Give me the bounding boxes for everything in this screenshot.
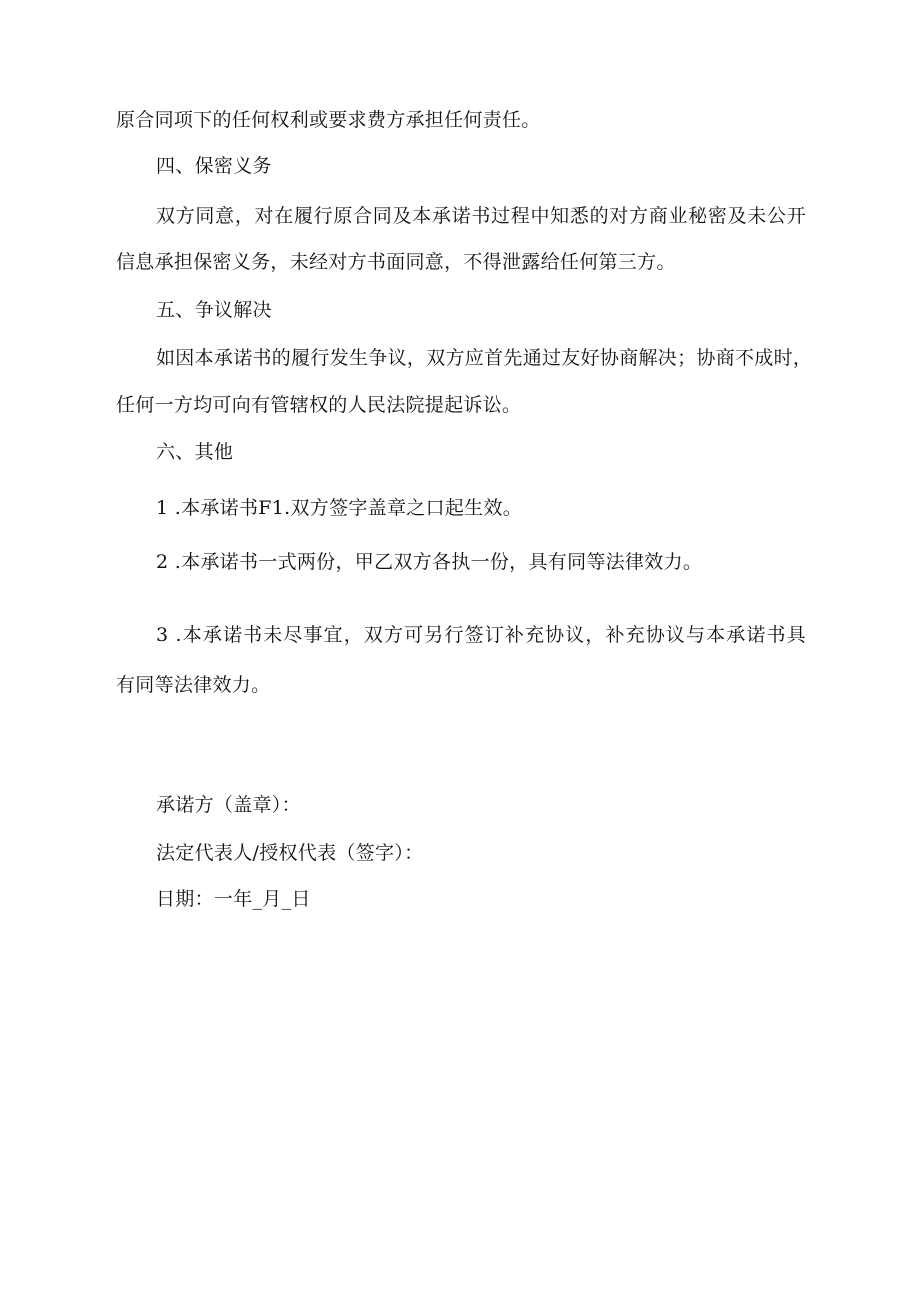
section-heading-dispute: 五、争议解决 [156, 299, 272, 321]
clause-item-2: 2 .本承诺书一式两份，甲乙双方各执一份，具有同等法律效力。 [156, 551, 703, 573]
paragraph-line: 双方同意，对在履行原合同及本承诺书过程中知悉的对方商业秘密及未公开 [156, 205, 806, 227]
signature-representative: 法定代表人/授权代表（签字）： [156, 842, 424, 864]
paragraph-line: 任何一方均可向有管辖权的人民法院提起诉讼。 [116, 394, 522, 416]
section-heading-confidentiality: 四、保密义务 [156, 155, 272, 177]
section-heading-other: 六、其他 [156, 441, 234, 463]
paragraph-line: 如因本承诺书的履行发生争议，双方应首先通过友好协商解决；协商不成时， [156, 347, 813, 369]
clause-item-3: 3 .本承诺书未尽事宜，双方可另行签订补充协议，补充协议与本承诺书具 [156, 624, 806, 646]
signature-date: 日期：一年_月_日 [156, 888, 311, 910]
clause-item-1: 1 .本承诺书F1.双方签字盖章之口起生效。 [156, 497, 523, 519]
paragraph-line: 信息承担保密义务，未经对方书面同意，不得泄露给任何第三方。 [116, 251, 676, 273]
paragraph-line: 原合同项下的任何权利或要求费方承担任何责任。 [116, 109, 541, 131]
paragraph-line: 有同等法律效力。 [116, 674, 271, 696]
signature-party: 承诺方（盖章）： [156, 794, 301, 816]
